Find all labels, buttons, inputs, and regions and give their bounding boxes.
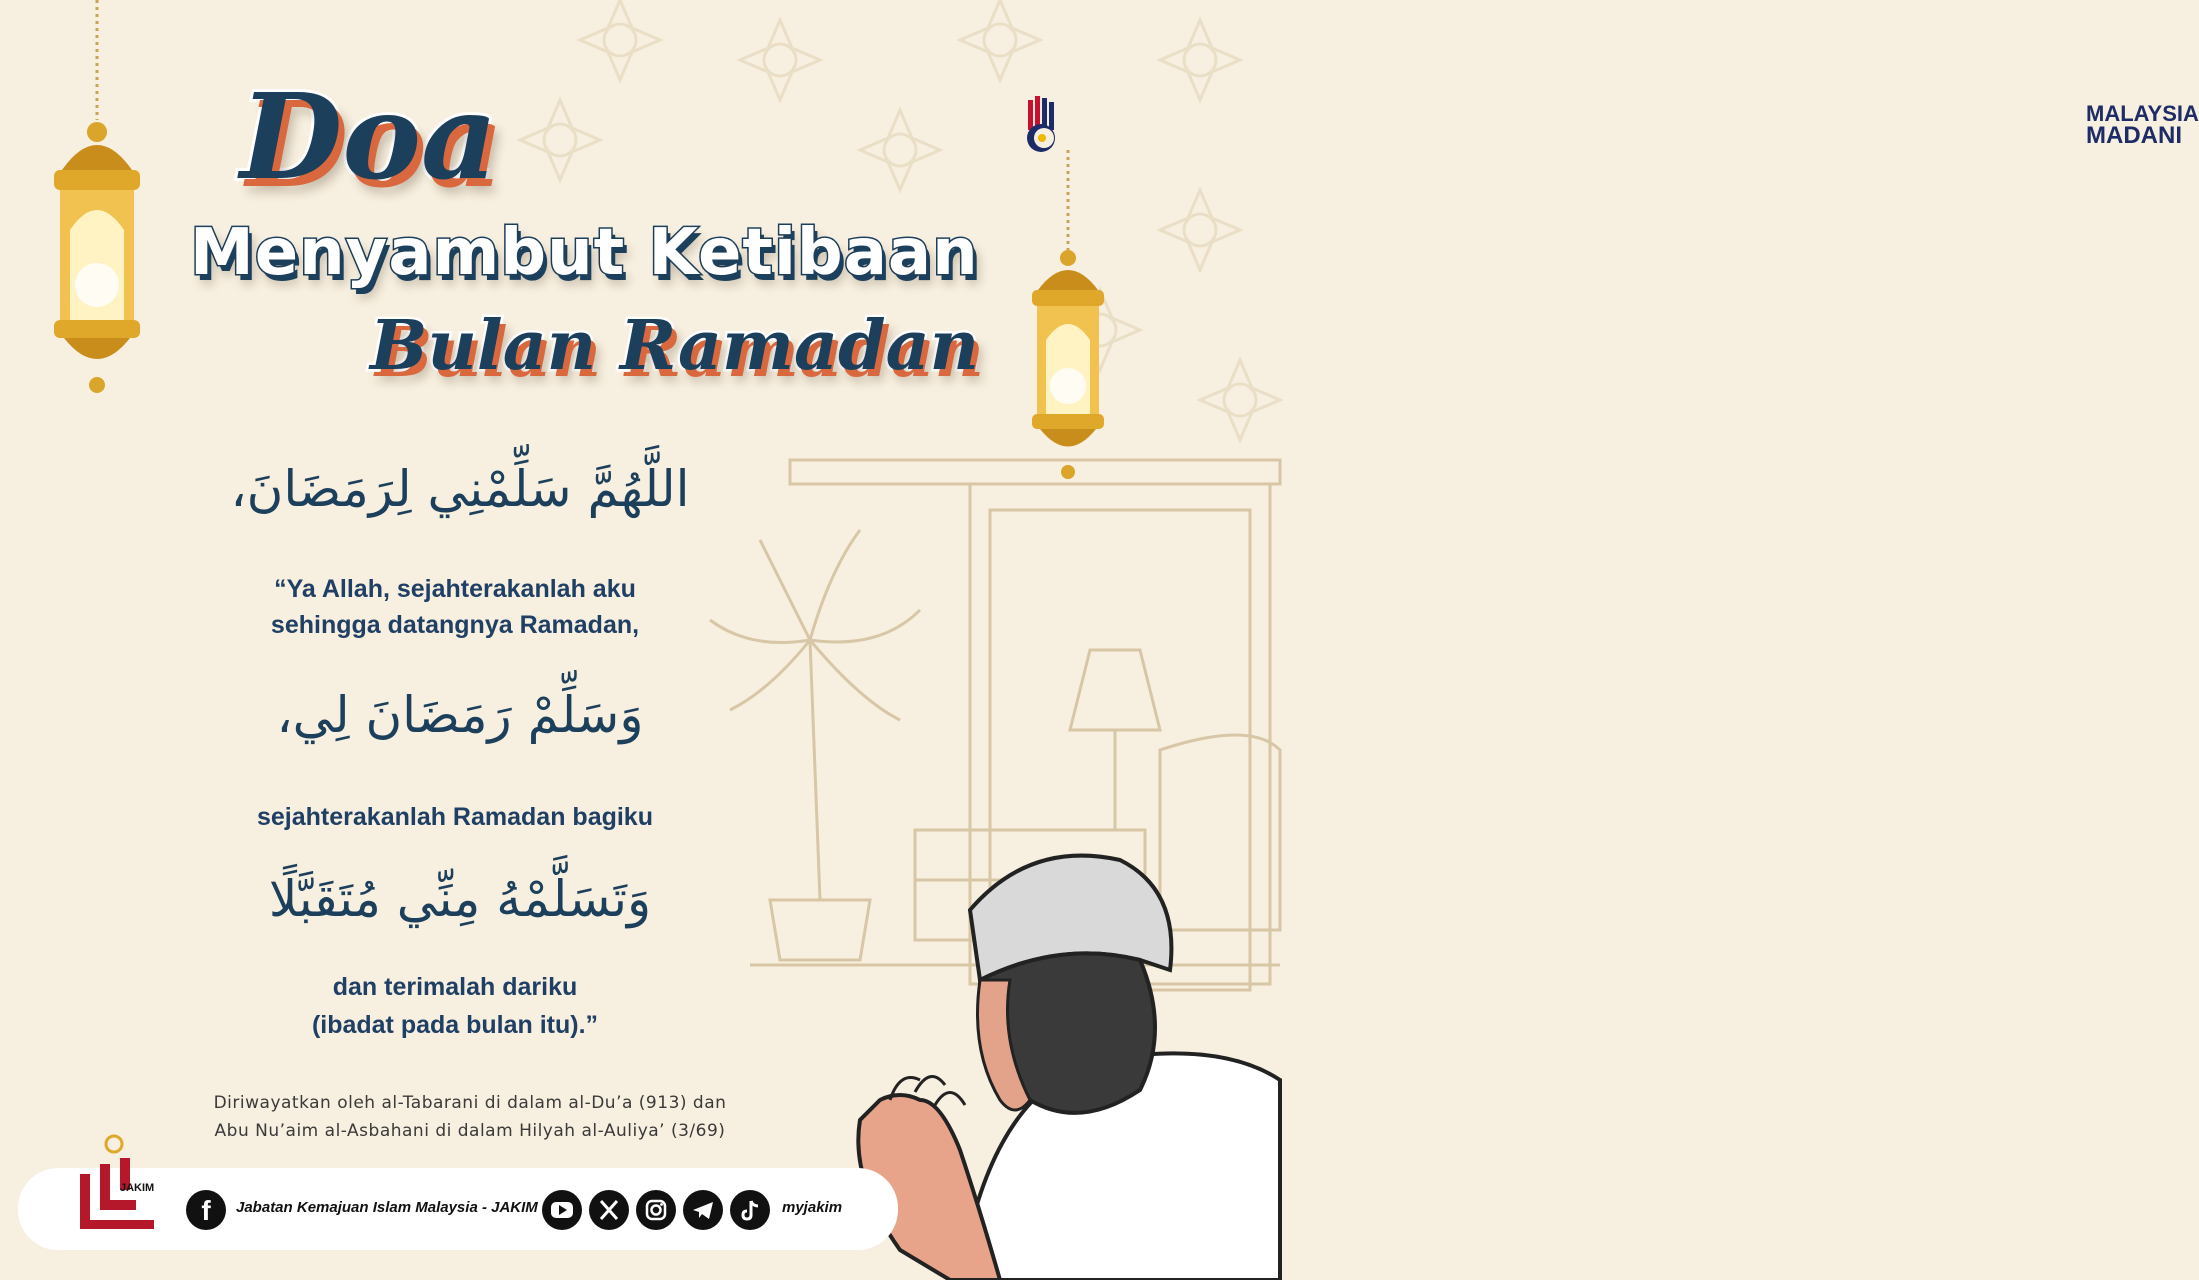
arabic-line-3: وَتَسَلَّمْهُ مِنِّي مُتَقَبَّلًا xyxy=(268,870,652,928)
source-line-2: Abu Nu’aim al-Asbahani di dalam Hilyah al-Auliya’ (3/69) xyxy=(214,1121,726,1141)
arabic-line-1: اللَّهُمَّ سَلِّمْنِي لِرَمَضَانَ، xyxy=(230,460,690,518)
jakim-label: JAKIM xyxy=(120,1182,155,1194)
facebook-icon[interactable]: f xyxy=(186,1190,226,1230)
social-handle[interactable]: myjakim xyxy=(782,1199,843,1216)
malay-translation-2: sejahterakanlah Ramadan bagiku xyxy=(257,803,653,831)
arabic-line-2: وَسَلِّمْ رَمَضَانَ لِي، xyxy=(276,686,644,744)
title-menyambut-ketibaan: Menyambut Ketibaan xyxy=(190,216,979,290)
title-bulan-ramadan: Bulan Ramadan xyxy=(370,306,980,386)
jakim-logo xyxy=(74,1134,164,1234)
tiktok-icon[interactable] xyxy=(730,1190,770,1230)
madani-emblem-icon xyxy=(1020,94,1062,158)
madani-text-line1: MALAYSIA xyxy=(2086,101,2199,126)
malay-translation-1a: “Ya Allah, sejahterakanlah aku xyxy=(274,575,636,603)
x-icon[interactable] xyxy=(589,1190,629,1230)
telegram-icon[interactable] xyxy=(683,1190,723,1230)
malay-translation-3b: (ibadat pada bulan itu).” xyxy=(311,1011,599,1039)
malay-translation-3a: dan terimalah dariku xyxy=(332,973,578,1001)
title-doa: Doa xyxy=(240,67,498,206)
malay-translation-1b: sehingga datangnya Ramadan, xyxy=(270,611,640,639)
lantern-left-icon xyxy=(40,0,150,410)
lantern-right-icon xyxy=(1022,150,1114,490)
facebook-page-name[interactable]: Jabatan Kemajuan Islam Malaysia - JAKIM xyxy=(236,1199,538,1216)
source-line-1: Diriwayatkan oleh al-Tabarani di dalam al-Du’a (913) dan xyxy=(213,1093,727,1113)
praying-man-illustration xyxy=(840,830,1280,1280)
instagram-icon[interactable] xyxy=(636,1190,676,1230)
youtube-icon[interactable] xyxy=(542,1190,582,1230)
madani-text-line2: MADANI xyxy=(2086,122,2182,149)
malaysia-madani-logo xyxy=(1020,94,2199,158)
